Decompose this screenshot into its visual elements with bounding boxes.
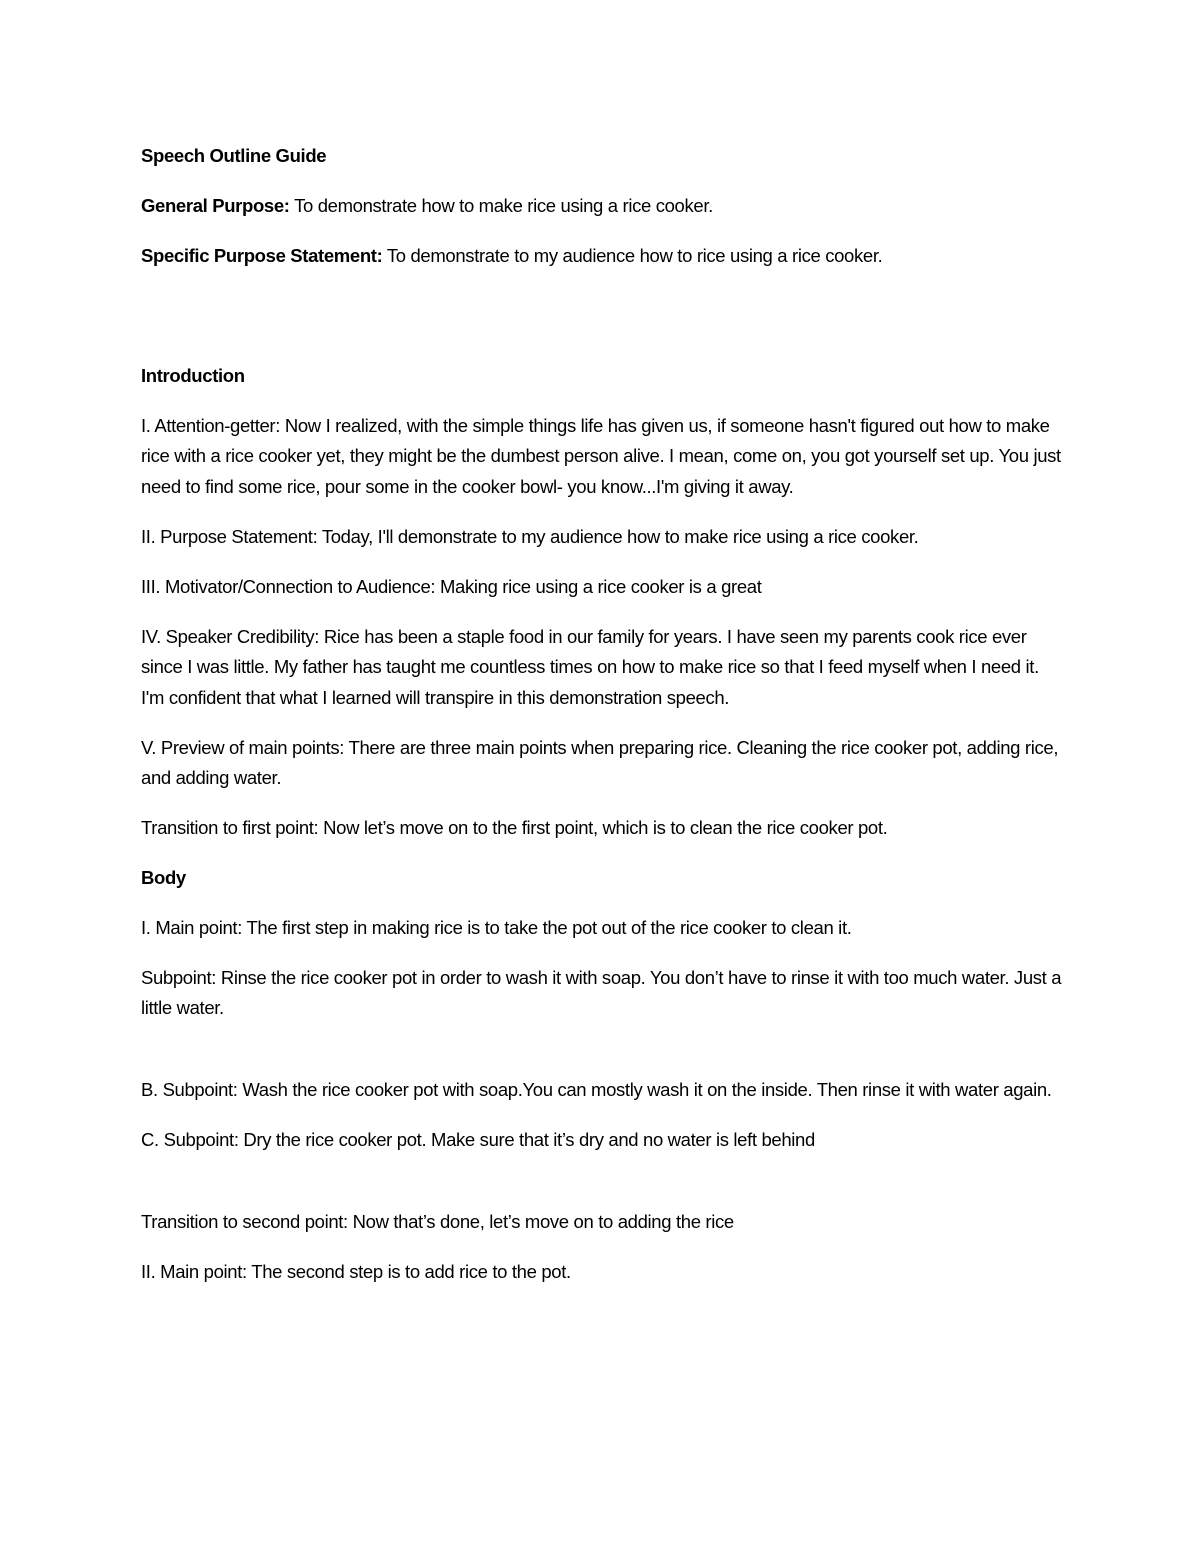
transition-first-point: Transition to first point: Now let’s move on to the first point, which is to clean the rice cooker pot. — [141, 817, 888, 839]
purpose-statement: II. Purpose Statement: Today, I'll demonstrate to my audience how to make rice using a rice cooker. — [141, 525, 919, 547]
attention-getter: I. Attention-getter: Now I realized, with the simple things life has given us, if someone hasn't figured out how to make rice with a rice cooker yet, they might be the dumbest person alive. I mean, come on, you got yourself set up. You just need to find some rice, pour some in the cooker bowl- you know...I'm giving it away. — [141, 415, 1061, 497]
specific-purpose-text: To demonstrate to my audience how to rice using a rice cooker. — [382, 245, 883, 266]
spacer — [141, 1043, 1066, 1075]
subpoint-a: Subpoint: Rinse the rice cooker pot in order to wash it with soap. You don’t have to rinse it with too much water. Just a little water. — [141, 967, 1062, 1019]
main-point-1: I. Main point: The first step in making rice is to take the pot out of the rice cooker to clean it. — [141, 917, 852, 939]
spacer — [141, 1175, 1066, 1207]
main-point-2: II. Main point: The second step is to add rice to the pot. — [141, 1261, 571, 1283]
subpoint-b: B. Subpoint: Wash the rice cooker pot with soap.You can mostly wash it on the inside. Then rinse it with water again. — [141, 1079, 1052, 1101]
speaker-credibility: IV. Speaker Credibility: Rice has been a staple food in our family for years. I have seen my parents cook rice ever since I was little. My father has taught me countless times on how to make rice so that I feed myself when I need it. I'm confident that what I learned will transpire in this demonstration speech. — [141, 625, 1039, 708]
body-heading: Body — [141, 867, 186, 889]
subpoint-c: C. Subpoint: Dry the rice cooker pot. Make sure that it’s dry and no water is left behind — [141, 1129, 815, 1151]
general-purpose-label: General Purpose: — [141, 195, 290, 216]
motivator: III. Motivator/Connection to Audience: Making rice using a rice cooker is a great — [141, 575, 762, 597]
introduction-heading: Introduction — [141, 365, 245, 386]
general-purpose-text: To demonstrate how to make rice using a rice cooker. — [289, 195, 713, 216]
specific-purpose-label: Specific Purpose Statement: — [141, 245, 383, 266]
general-purpose — [141, 191, 1066, 221]
specific-purpose — [141, 241, 1066, 271]
preview-main-points: V. Preview of main points: There are three main points when preparing rice. Cleaning the rice cooker pot, adding rice, and adding water. — [141, 736, 1059, 789]
document-title: Speech Outline Guide — [141, 145, 327, 166]
document-page — [141, 141, 1066, 1307]
transition-second-point: Transition to second point: Now that’s done, let’s move on to adding the rice — [141, 1211, 734, 1233]
spacer — [141, 291, 1066, 361]
